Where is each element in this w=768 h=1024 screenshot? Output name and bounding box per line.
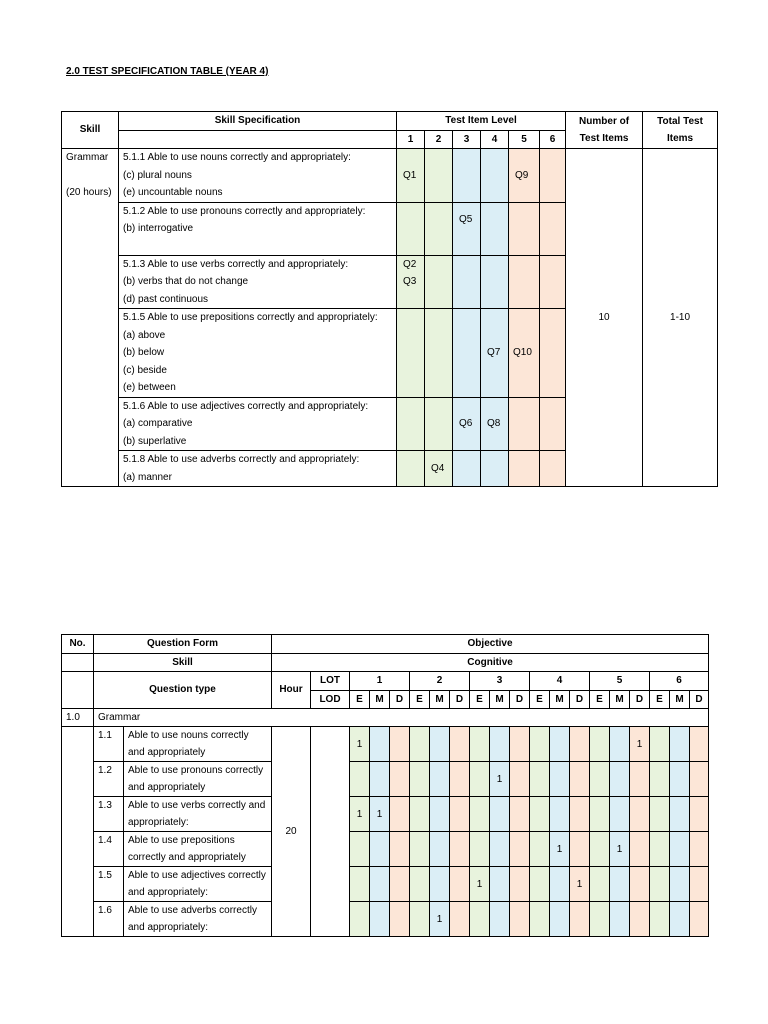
spec-cell: 5.1.1 Able to use nouns correctly and appropriately: (c) plural nouns (e) uncountable nouns — [119, 149, 397, 203]
cognitive-cell — [650, 797, 670, 832]
page-title: 2.0 TEST SPECIFICATION TABLE (YEAR 4) — [66, 66, 269, 77]
spec-cell: 5.1.8 Able to use adverbs correctly and appropriately: (a) manner — [119, 451, 397, 487]
cognitive-cell — [650, 867, 670, 902]
skill-cell — [62, 149, 119, 487]
cognitive-cell: 1 — [430, 902, 450, 937]
cognitive-cell — [430, 832, 450, 867]
level-header: 5 — [590, 672, 650, 691]
cognitive-cell — [670, 762, 690, 797]
cognitive-cell: 1 — [470, 867, 490, 902]
header-skill: Skill — [94, 653, 272, 672]
sub-no: 1.4 — [94, 832, 124, 867]
cognitive-cell — [450, 902, 470, 937]
cognitive-cell — [490, 797, 510, 832]
cognitive-cell — [670, 797, 690, 832]
cognitive-cell — [690, 902, 709, 937]
cognitive-cell — [370, 832, 390, 867]
cognitive-cell — [370, 902, 390, 937]
cognitive-cell — [670, 902, 690, 937]
cognitive-cell — [490, 727, 510, 762]
level-cell — [397, 451, 425, 487]
cognitive-cell — [390, 902, 410, 937]
cognitive-cell — [470, 902, 490, 937]
cognitive-cell — [410, 727, 430, 762]
skill-hours: (20 hours) — [66, 186, 112, 198]
emd-header: D — [390, 690, 410, 709]
cognitive-cell — [670, 727, 690, 762]
cognitive-cell — [590, 762, 610, 797]
cognitive-cell — [550, 797, 570, 832]
emd-header: M — [670, 690, 690, 709]
cognitive-cell — [610, 797, 630, 832]
header-skill-spec: Skill Specification — [119, 112, 397, 131]
level-cell — [397, 309, 425, 398]
cognitive-cell — [670, 832, 690, 867]
level-cell — [540, 397, 566, 451]
header-objective: Objective — [272, 635, 709, 654]
level-cell — [540, 309, 566, 398]
section-no: 1.0 — [62, 709, 94, 727]
emd-header: E — [350, 690, 370, 709]
cognitive-cell — [550, 727, 570, 762]
header-cognitive: Cognitive — [272, 653, 709, 672]
cognitive-cell — [570, 797, 590, 832]
cognitive-cell — [510, 902, 530, 937]
cognitive-cell — [510, 727, 530, 762]
level-header: 2 — [410, 672, 470, 691]
level-header: 3 — [453, 130, 481, 149]
cognitive-cell — [350, 867, 370, 902]
cognitive-cell — [410, 797, 430, 832]
cognitive-cell — [570, 762, 590, 797]
cognitive-cell — [430, 797, 450, 832]
level-header: 6 — [540, 130, 566, 149]
cognitive-cell — [610, 867, 630, 902]
cognitive-cell — [370, 727, 390, 762]
cognitive-cell — [490, 867, 510, 902]
spec-cell: 5.1.2 Able to use pronouns correctly and appropriately: (b) interrogative — [119, 202, 397, 255]
header-number-of-items: Number of Test Items — [566, 112, 643, 149]
header-blank — [62, 672, 94, 709]
section-name: Grammar — [94, 709, 709, 727]
cognitive-cell — [570, 902, 590, 937]
level-cell — [397, 397, 425, 451]
header-question-type: Question type — [94, 672, 272, 709]
level-cell — [481, 202, 509, 255]
skill-name: Grammar — [66, 152, 109, 163]
emd-header: E — [590, 690, 610, 709]
cognitive-cell — [690, 727, 709, 762]
level-cell — [453, 149, 481, 203]
level-header: 3 — [470, 672, 530, 691]
level-cell — [425, 309, 453, 398]
cognitive-cell — [410, 867, 430, 902]
cognitive-cell — [510, 832, 530, 867]
emd-header: M — [370, 690, 390, 709]
header-test-item-level: Test Item Level — [397, 112, 566, 131]
cognitive-cell — [370, 762, 390, 797]
question-type-cell: Able to use pronouns correctly and appropriately — [124, 762, 272, 797]
header-spec-blank — [119, 130, 397, 149]
level-header: 4 — [530, 672, 590, 691]
level-cell — [425, 202, 453, 255]
cognitive-cell — [430, 727, 450, 762]
header-hour: Hour — [272, 672, 311, 709]
sub-no: 1.1 — [94, 727, 124, 762]
cognitive-cell — [610, 902, 630, 937]
emd-header: D — [510, 690, 530, 709]
question-type-cell: Able to use nouns correctly and appropriately — [124, 727, 272, 762]
level-cell: Q1 — [397, 149, 425, 203]
cognitive-cell: 1 — [490, 762, 510, 797]
level-cell: Q5 — [453, 202, 481, 255]
cognitive-cell — [630, 762, 650, 797]
cognitive-cell — [590, 797, 610, 832]
cognitive-cell — [630, 902, 650, 937]
cognitive-cell — [590, 867, 610, 902]
emd-header: M — [610, 690, 630, 709]
level-cell: Q6 — [453, 397, 481, 451]
cognitive-cell — [370, 867, 390, 902]
level-cell — [481, 451, 509, 487]
cognitive-cell — [570, 832, 590, 867]
level-cell: Q8 — [481, 397, 509, 451]
cognitive-cell — [490, 832, 510, 867]
level-cell: Q4 — [425, 451, 453, 487]
emd-header: E — [410, 690, 430, 709]
header-skill: Skill — [62, 112, 119, 149]
cognitive-cell — [390, 867, 410, 902]
sub-no: 1.6 — [94, 902, 124, 937]
cognitive-cell — [410, 902, 430, 937]
no-spacer — [62, 727, 94, 937]
cognitive-cell — [390, 797, 410, 832]
sub-no: 1.3 — [94, 797, 124, 832]
spec-cell: 5.1.5 Able to use prepositions correctly and appropriately: (a) above (b) below (c) beside (e) between — [119, 309, 397, 398]
cognitive-cell: 1 — [570, 867, 590, 902]
level-header: 6 — [650, 672, 709, 691]
level-cell — [540, 202, 566, 255]
cognitive-cell — [590, 727, 610, 762]
level-cell: Q2 Q3 — [397, 255, 425, 309]
cognitive-cell — [410, 832, 430, 867]
cognitive-cell — [450, 867, 470, 902]
cognitive-cell — [670, 867, 690, 902]
level-header: 1 — [397, 130, 425, 149]
cognitive-cell — [690, 762, 709, 797]
level-cell — [453, 255, 481, 309]
level-cell — [453, 451, 481, 487]
cognitive-cell — [550, 902, 570, 937]
sub-no: 1.5 — [94, 867, 124, 902]
emd-header: D — [690, 690, 709, 709]
cognitive-cell — [350, 762, 370, 797]
spec-cell: 5.1.3 Able to use verbs correctly and appropriately: (b) verbs that do not change (d) past continuous — [119, 255, 397, 309]
cognitive-cell — [450, 727, 470, 762]
cognitive-cell — [650, 762, 670, 797]
cognitive-cell — [570, 727, 590, 762]
cognitive-cell — [650, 902, 670, 937]
header-lod: LOD — [311, 690, 350, 709]
cognitive-cell — [390, 727, 410, 762]
level-cell: Q10 — [509, 309, 540, 398]
cognitive-cell: 1 — [610, 832, 630, 867]
cognitive-cell — [430, 867, 450, 902]
level-cell: Q9 — [509, 149, 540, 203]
cognitive-cell — [450, 797, 470, 832]
question-type-cell: Able to use adjectives correctly and appropriately: — [124, 867, 272, 902]
level-cell — [397, 202, 425, 255]
cognitive-cell — [530, 867, 550, 902]
cognitive-cell — [690, 797, 709, 832]
cognitive-cell — [530, 727, 550, 762]
emd-header: E — [650, 690, 670, 709]
cognitive-cell: 1 — [370, 797, 390, 832]
cognitive-cell — [590, 902, 610, 937]
cognitive-cell — [530, 762, 550, 797]
cognitive-cell — [510, 797, 530, 832]
cognitive-cell — [430, 762, 450, 797]
level-cell — [509, 255, 540, 309]
cognitive-cell: 1 — [350, 797, 370, 832]
cognitive-cell — [610, 727, 630, 762]
emd-header: D — [630, 690, 650, 709]
level-cell — [509, 451, 540, 487]
spec-cell: 5.1.6 Able to use adjectives correctly and appropriately: (a) comparative (b) superlative — [119, 397, 397, 451]
cognitive-cell — [630, 832, 650, 867]
cognitive-cell — [390, 762, 410, 797]
level-cell — [540, 451, 566, 487]
cognitive-cell — [470, 797, 490, 832]
cognitive-cell — [350, 832, 370, 867]
cognitive-cell — [650, 832, 670, 867]
level-header: 4 — [481, 130, 509, 149]
total-items: 1-10 — [643, 149, 718, 487]
cognitive-cell — [470, 762, 490, 797]
cognitive-cell: 1 — [630, 727, 650, 762]
emd-header: D — [570, 690, 590, 709]
lot-lod-cell — [311, 727, 350, 937]
emd-header: M — [430, 690, 450, 709]
header-no: No. — [62, 635, 94, 654]
level-cell — [425, 397, 453, 451]
cognitive-cell — [530, 797, 550, 832]
level-cell — [481, 255, 509, 309]
cognitive-cell: 1 — [550, 832, 570, 867]
emd-header: M — [490, 690, 510, 709]
emd-header: E — [470, 690, 490, 709]
level-cell: Q7 — [481, 309, 509, 398]
emd-header: E — [530, 690, 550, 709]
cognitive-cell — [550, 867, 570, 902]
cognitive-cell — [350, 902, 370, 937]
header-lot: LOT — [311, 672, 350, 691]
test-specification-table — [61, 111, 718, 487]
cognitive-cell — [450, 762, 470, 797]
header-total-items: Total Test Items — [643, 112, 718, 149]
cognitive-cell: 1 — [350, 727, 370, 762]
emd-header: M — [550, 690, 570, 709]
level-cell — [509, 397, 540, 451]
level-header: 5 — [509, 130, 540, 149]
sub-no: 1.2 — [94, 762, 124, 797]
cognitive-cell — [490, 902, 510, 937]
cognitive-cell — [630, 797, 650, 832]
level-cell — [540, 255, 566, 309]
cognitive-cell — [530, 832, 550, 867]
cognitive-objective-table — [61, 634, 709, 937]
cognitive-cell — [630, 867, 650, 902]
level-cell — [540, 149, 566, 203]
cognitive-cell — [530, 902, 550, 937]
number-of-items: 10 — [566, 149, 643, 487]
cognitive-cell — [610, 762, 630, 797]
cognitive-cell — [390, 832, 410, 867]
cognitive-cell — [450, 832, 470, 867]
level-cell — [425, 149, 453, 203]
cognitive-cell — [470, 727, 490, 762]
cognitive-cell — [510, 762, 530, 797]
cognitive-cell — [470, 832, 490, 867]
header-blank — [62, 653, 94, 672]
question-type-cell: Able to use adverbs correctly and appropriately: — [124, 902, 272, 937]
cognitive-cell — [510, 867, 530, 902]
level-cell — [453, 309, 481, 398]
cognitive-cell — [590, 832, 610, 867]
question-type-cell: Able to use prepositions correctly and appropriately — [124, 832, 272, 867]
header-question-form: Question Form — [94, 635, 272, 654]
question-type-cell: Able to use verbs correctly and appropriately: — [124, 797, 272, 832]
level-cell — [509, 202, 540, 255]
cognitive-cell — [650, 727, 670, 762]
emd-header: D — [450, 690, 470, 709]
level-cell — [425, 255, 453, 309]
cognitive-cell — [550, 762, 570, 797]
level-header: 2 — [425, 130, 453, 149]
level-header: 1 — [350, 672, 410, 691]
cognitive-cell — [690, 867, 709, 902]
hour-cell: 20 — [272, 727, 311, 937]
level-cell — [481, 149, 509, 203]
cognitive-cell — [690, 832, 709, 867]
cognitive-cell — [410, 762, 430, 797]
